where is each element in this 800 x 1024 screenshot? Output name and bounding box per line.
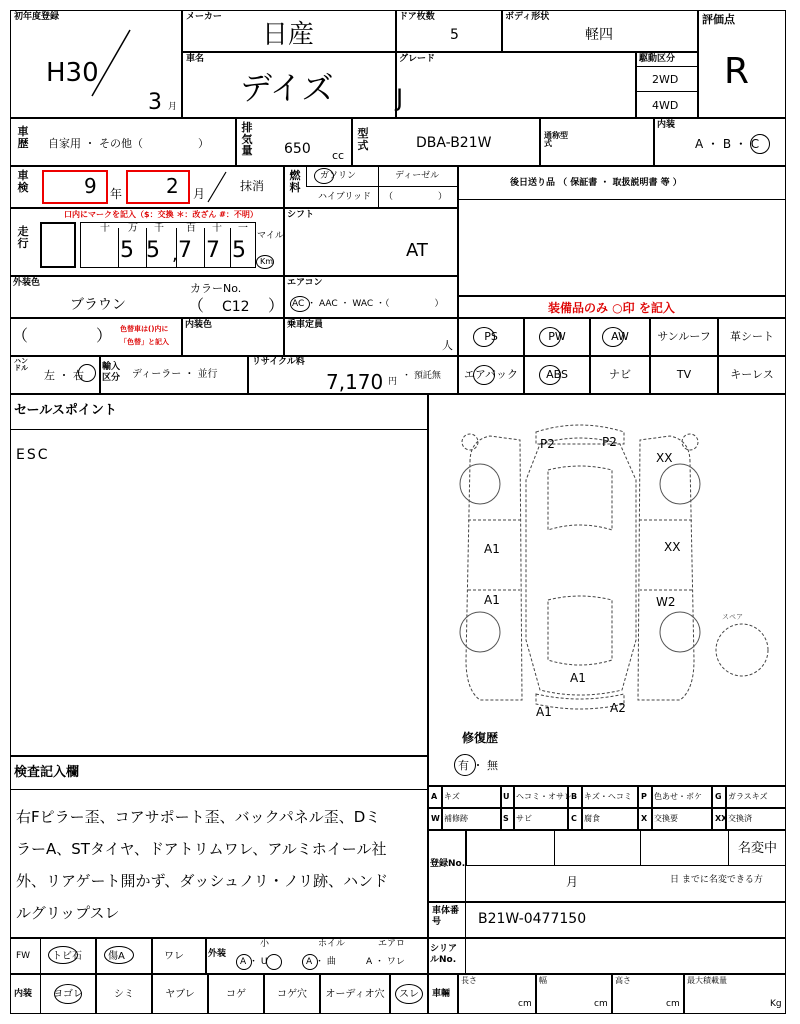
score-label: 評価点: [702, 13, 735, 26]
damage-mark: XX: [664, 540, 681, 554]
legend-text: ガラスキズ: [728, 792, 768, 801]
legend-code: XX: [715, 814, 728, 823]
dims-unit: Kg: [770, 999, 782, 1009]
damage-mark: A1: [484, 542, 500, 556]
mileage-km: Km: [260, 257, 274, 266]
reg-date-label: 初年度登録: [14, 12, 60, 22]
dims-unit: cm: [594, 999, 608, 1009]
interior-item: オーディオ穴: [325, 989, 385, 1000]
legend-code: P: [641, 792, 647, 801]
fw-label: FW: [16, 951, 31, 961]
mileage-digit: 5: [146, 238, 160, 263]
regno-grid-v3: [728, 830, 729, 866]
fw-item: 傷A: [108, 951, 125, 962]
equipment-label: PW: [548, 330, 566, 343]
color-change-paren-l: （: [12, 326, 29, 345]
regno-grid-v1: [554, 830, 555, 866]
name-value: デイズ: [240, 69, 334, 107]
mileage-digit: 7: [178, 238, 192, 263]
dims-label-part: 長さ: [461, 976, 477, 985]
notes-line: ルグリップスレ: [16, 904, 120, 922]
legend-text: 色あせ・ボケ: [654, 792, 702, 801]
legend-code: W: [431, 814, 440, 823]
regno-grid-v2: [640, 830, 641, 866]
fw-item-circle: [48, 946, 78, 964]
color-paren-r: ）: [268, 296, 285, 315]
disp-label: 排気量: [241, 121, 253, 158]
fw-small-v: A ・ U: [240, 957, 268, 967]
name-label: 車名: [186, 54, 205, 64]
spare-label: スペア: [722, 613, 743, 621]
ext-color-label: 外装色: [13, 278, 41, 288]
maker-label: メーカー: [186, 12, 222, 22]
legend-code: X: [641, 814, 648, 823]
inspection-year: 9: [84, 174, 97, 198]
repair-value: 有 ・ 無: [458, 759, 498, 772]
mileage-mile: マイル: [257, 231, 284, 241]
fw-small-u-circle: [266, 954, 282, 970]
interior-grades: A ・ B ・ C: [695, 137, 760, 151]
equipment-label: キーレス: [730, 368, 774, 381]
serial-label-cell: [428, 938, 466, 974]
fuel-hybrid: ハイブリッド: [318, 192, 372, 202]
fw-aero: エアロ: [378, 939, 406, 949]
interior-item: ヨゴレ: [53, 989, 83, 1000]
legend-text: 交換要: [654, 814, 678, 823]
int-color-label: 内装色: [185, 320, 213, 330]
drive-2wd: 2WD: [652, 73, 679, 86]
mileage-digit: 7: [206, 238, 220, 263]
body-label: ボディ形状: [505, 12, 550, 22]
interior-label: 内装: [657, 120, 676, 130]
legend-code: U: [503, 792, 510, 801]
interior-item-circle: [54, 984, 82, 1004]
damage-mark: W2: [656, 595, 676, 609]
legend-code: C: [571, 814, 577, 823]
damage-mark: A1: [484, 593, 500, 607]
legend-text: キズ: [444, 792, 460, 801]
fuel-label: 燃料: [289, 169, 301, 194]
maker-value: 日産: [262, 20, 315, 50]
recycle-unit: 円: [388, 377, 398, 387]
capacity-label: 乗車定員: [287, 320, 324, 330]
interior-item: コゲ: [226, 989, 246, 1000]
mileage-digit: 5: [232, 238, 246, 263]
regno-label: 登録No.: [430, 859, 466, 869]
fw-wheel-v: A ・ 曲: [306, 957, 336, 967]
recycle-label: リサイクル料: [252, 357, 305, 367]
mileage-unit-label: 一: [238, 223, 248, 234]
notes-line: 外、リアゲート開かず、ダッシュノリ・ノリ跡、ハンド: [16, 872, 389, 890]
drive-label: 駆動区分: [639, 54, 676, 64]
score-value: R: [724, 51, 750, 92]
handle-value: 左 ・ 右: [44, 369, 84, 382]
legend-text: キズ・ヘコミ: [584, 792, 632, 801]
equipment-label: PS: [484, 330, 498, 343]
fuel-gasoline: ガソリン: [320, 171, 357, 181]
color-paren-l: （: [188, 296, 205, 315]
legend-text: 補修跡: [444, 814, 468, 823]
grade-label: グレード: [399, 54, 436, 64]
damage-mark: A1: [536, 705, 552, 719]
mileage-label: 走行: [17, 225, 29, 250]
interior-item-circle: [395, 984, 423, 1004]
import-value: ディーラー ・ 並行: [132, 369, 218, 380]
fw-item: トビ石: [52, 951, 82, 962]
mileage-unit-label: 百: [186, 223, 196, 234]
legend-code: S: [503, 814, 509, 823]
serial-cell: [428, 938, 786, 974]
damage-mark: P2: [602, 435, 617, 449]
equipment-label: ABS: [546, 368, 568, 381]
reg-year: H30: [46, 58, 99, 88]
drive-4wd: 4WD: [652, 99, 679, 112]
doors-value: 5: [450, 27, 459, 43]
equipment-label: 革シート: [730, 330, 774, 343]
int-row-label: 内装: [14, 989, 33, 999]
history-value: 自家用 ・ その他（ ）: [48, 137, 209, 150]
mileage-unit-label: 十: [100, 223, 110, 234]
legend-text: 交換済: [728, 814, 752, 823]
fw-aero-v: A ・ ワレ: [366, 957, 405, 967]
damage-mark: A1: [570, 671, 586, 685]
notes-line: 右Fピラー歪、コアサポート歪、バックパネル歪、Dミ: [16, 808, 381, 826]
docs-text: 後日送り品 （ 保証書 ・ 取扱説明書 等 ）: [510, 178, 682, 188]
disp-value: 650: [284, 141, 311, 157]
legend-code: B: [571, 792, 578, 801]
interior-item: ヤブレ: [165, 989, 195, 1000]
repair-yes-circle: [454, 754, 476, 776]
mileage-unit-label: 万: [128, 223, 138, 234]
recycle-value: 7,170: [326, 370, 384, 394]
mileage-digit: 5: [120, 238, 134, 263]
ac-label: エアコン: [287, 278, 323, 288]
inspection-month: 2: [166, 174, 179, 198]
repair-label: 修復歴: [462, 731, 499, 745]
inspection-label: 車検: [17, 169, 29, 194]
fw-wheel-circle: [302, 954, 318, 970]
damage-mark: XX: [656, 451, 673, 465]
color-change-note-1: 色替車は()内に: [120, 325, 169, 333]
equipment-label: エアバック: [463, 368, 519, 381]
ext-color-value: ブラウン: [70, 297, 126, 313]
fuel-hybrid-paren: （ ）: [384, 192, 448, 202]
legend-text: サビ: [516, 814, 532, 823]
model-label: 型式: [357, 127, 369, 152]
shift-label: シフト: [287, 210, 315, 220]
recycle-deposit: ・ 預託無: [402, 371, 441, 381]
fw-small-circle: [236, 954, 252, 970]
sales-label: セールスポイント: [14, 403, 117, 418]
notes-line: ラーA、STタイヤ、ドアトリムワレ、アルミホイール社: [16, 840, 387, 858]
mileage-separator: ,: [172, 244, 178, 265]
fuel-diesel: ディーゼル: [395, 171, 440, 181]
color-change-note-2: 「色替」と記入: [120, 338, 169, 346]
chassis-value: B21W-0477150: [478, 911, 587, 927]
interior-item: スレ: [399, 989, 419, 1000]
mileage-unit-label: 千: [154, 223, 164, 234]
import-label: 輸入区分: [102, 362, 121, 383]
serial-label: シリアルNo.: [430, 944, 458, 965]
common-label: 通称型式: [544, 131, 568, 148]
color-no-label: カラーNo.: [190, 282, 242, 295]
grade-value: J: [396, 84, 404, 112]
body-value: 軽四: [585, 27, 613, 43]
equipment-label: ナビ: [609, 368, 631, 381]
inspection-month-unit: 月: [193, 187, 206, 201]
inspection-cancel: 抹消: [240, 179, 265, 193]
dims-label: 車輛: [432, 989, 451, 999]
fw-small: 小: [260, 939, 270, 949]
name-change: 名変中: [738, 841, 778, 856]
legend-text: 腐食: [584, 814, 600, 823]
damage-mark: A2: [610, 701, 626, 715]
doors-label: ドア枚数: [399, 12, 435, 22]
dims-label-part: 幅: [539, 976, 547, 985]
ac-value: AC ・ AAC ・ WAC ・（ ）: [292, 299, 444, 309]
shift-value: AT: [406, 240, 428, 261]
equipment-label: AW: [611, 330, 629, 343]
sales-text: ESC: [16, 447, 50, 463]
damage-mark: P2: [540, 437, 555, 451]
interior-item: コゲ穴: [277, 989, 307, 1000]
history-label: 車歴: [17, 125, 29, 150]
mileage-unit-label: 十: [212, 223, 222, 234]
model-value: DBA-B21W: [416, 135, 492, 151]
color-change-paren-r: ）: [96, 326, 113, 345]
disp-unit: cc: [332, 149, 345, 162]
capacity-unit: 人: [442, 339, 453, 352]
equip-header: 装備品のみ ○印 を記入: [548, 301, 675, 315]
chassis-label: 車体番号: [432, 906, 460, 927]
fw-ext-label: 外装: [208, 949, 227, 959]
dims-label-part: 最大積載量: [687, 976, 727, 985]
reg-month: 3: [148, 90, 162, 115]
dims-unit: cm: [666, 999, 680, 1009]
handle-label: ハンドル: [14, 357, 28, 373]
fw-item-circle: [104, 946, 134, 964]
fw-wheel: ホイル: [318, 939, 346, 949]
reg-month-unit: 月: [168, 102, 178, 112]
equipment-label: サンルーフ: [657, 330, 711, 343]
notes-label: 検査記入欄: [14, 765, 80, 780]
equipment-label: TV: [676, 368, 692, 381]
color-no-value: C12: [222, 299, 250, 315]
dims-unit: cm: [518, 999, 532, 1009]
dims-label-part: 高さ: [615, 976, 631, 985]
legend-text: ヘコミ・オサレ: [516, 792, 572, 801]
fw-item: ワレ: [164, 951, 184, 962]
inspection-year-unit: 年: [110, 187, 123, 201]
interior-item: シミ: [114, 989, 134, 1000]
legend-code: G: [715, 792, 722, 801]
regno-day: 日 までに名変できる方: [670, 875, 763, 885]
regno-month: 月: [566, 875, 579, 889]
legend-code: A: [431, 792, 438, 801]
mileage-note: 口内にマークを記入（$：交換 ＊：改ざん #：不明）: [64, 210, 258, 219]
